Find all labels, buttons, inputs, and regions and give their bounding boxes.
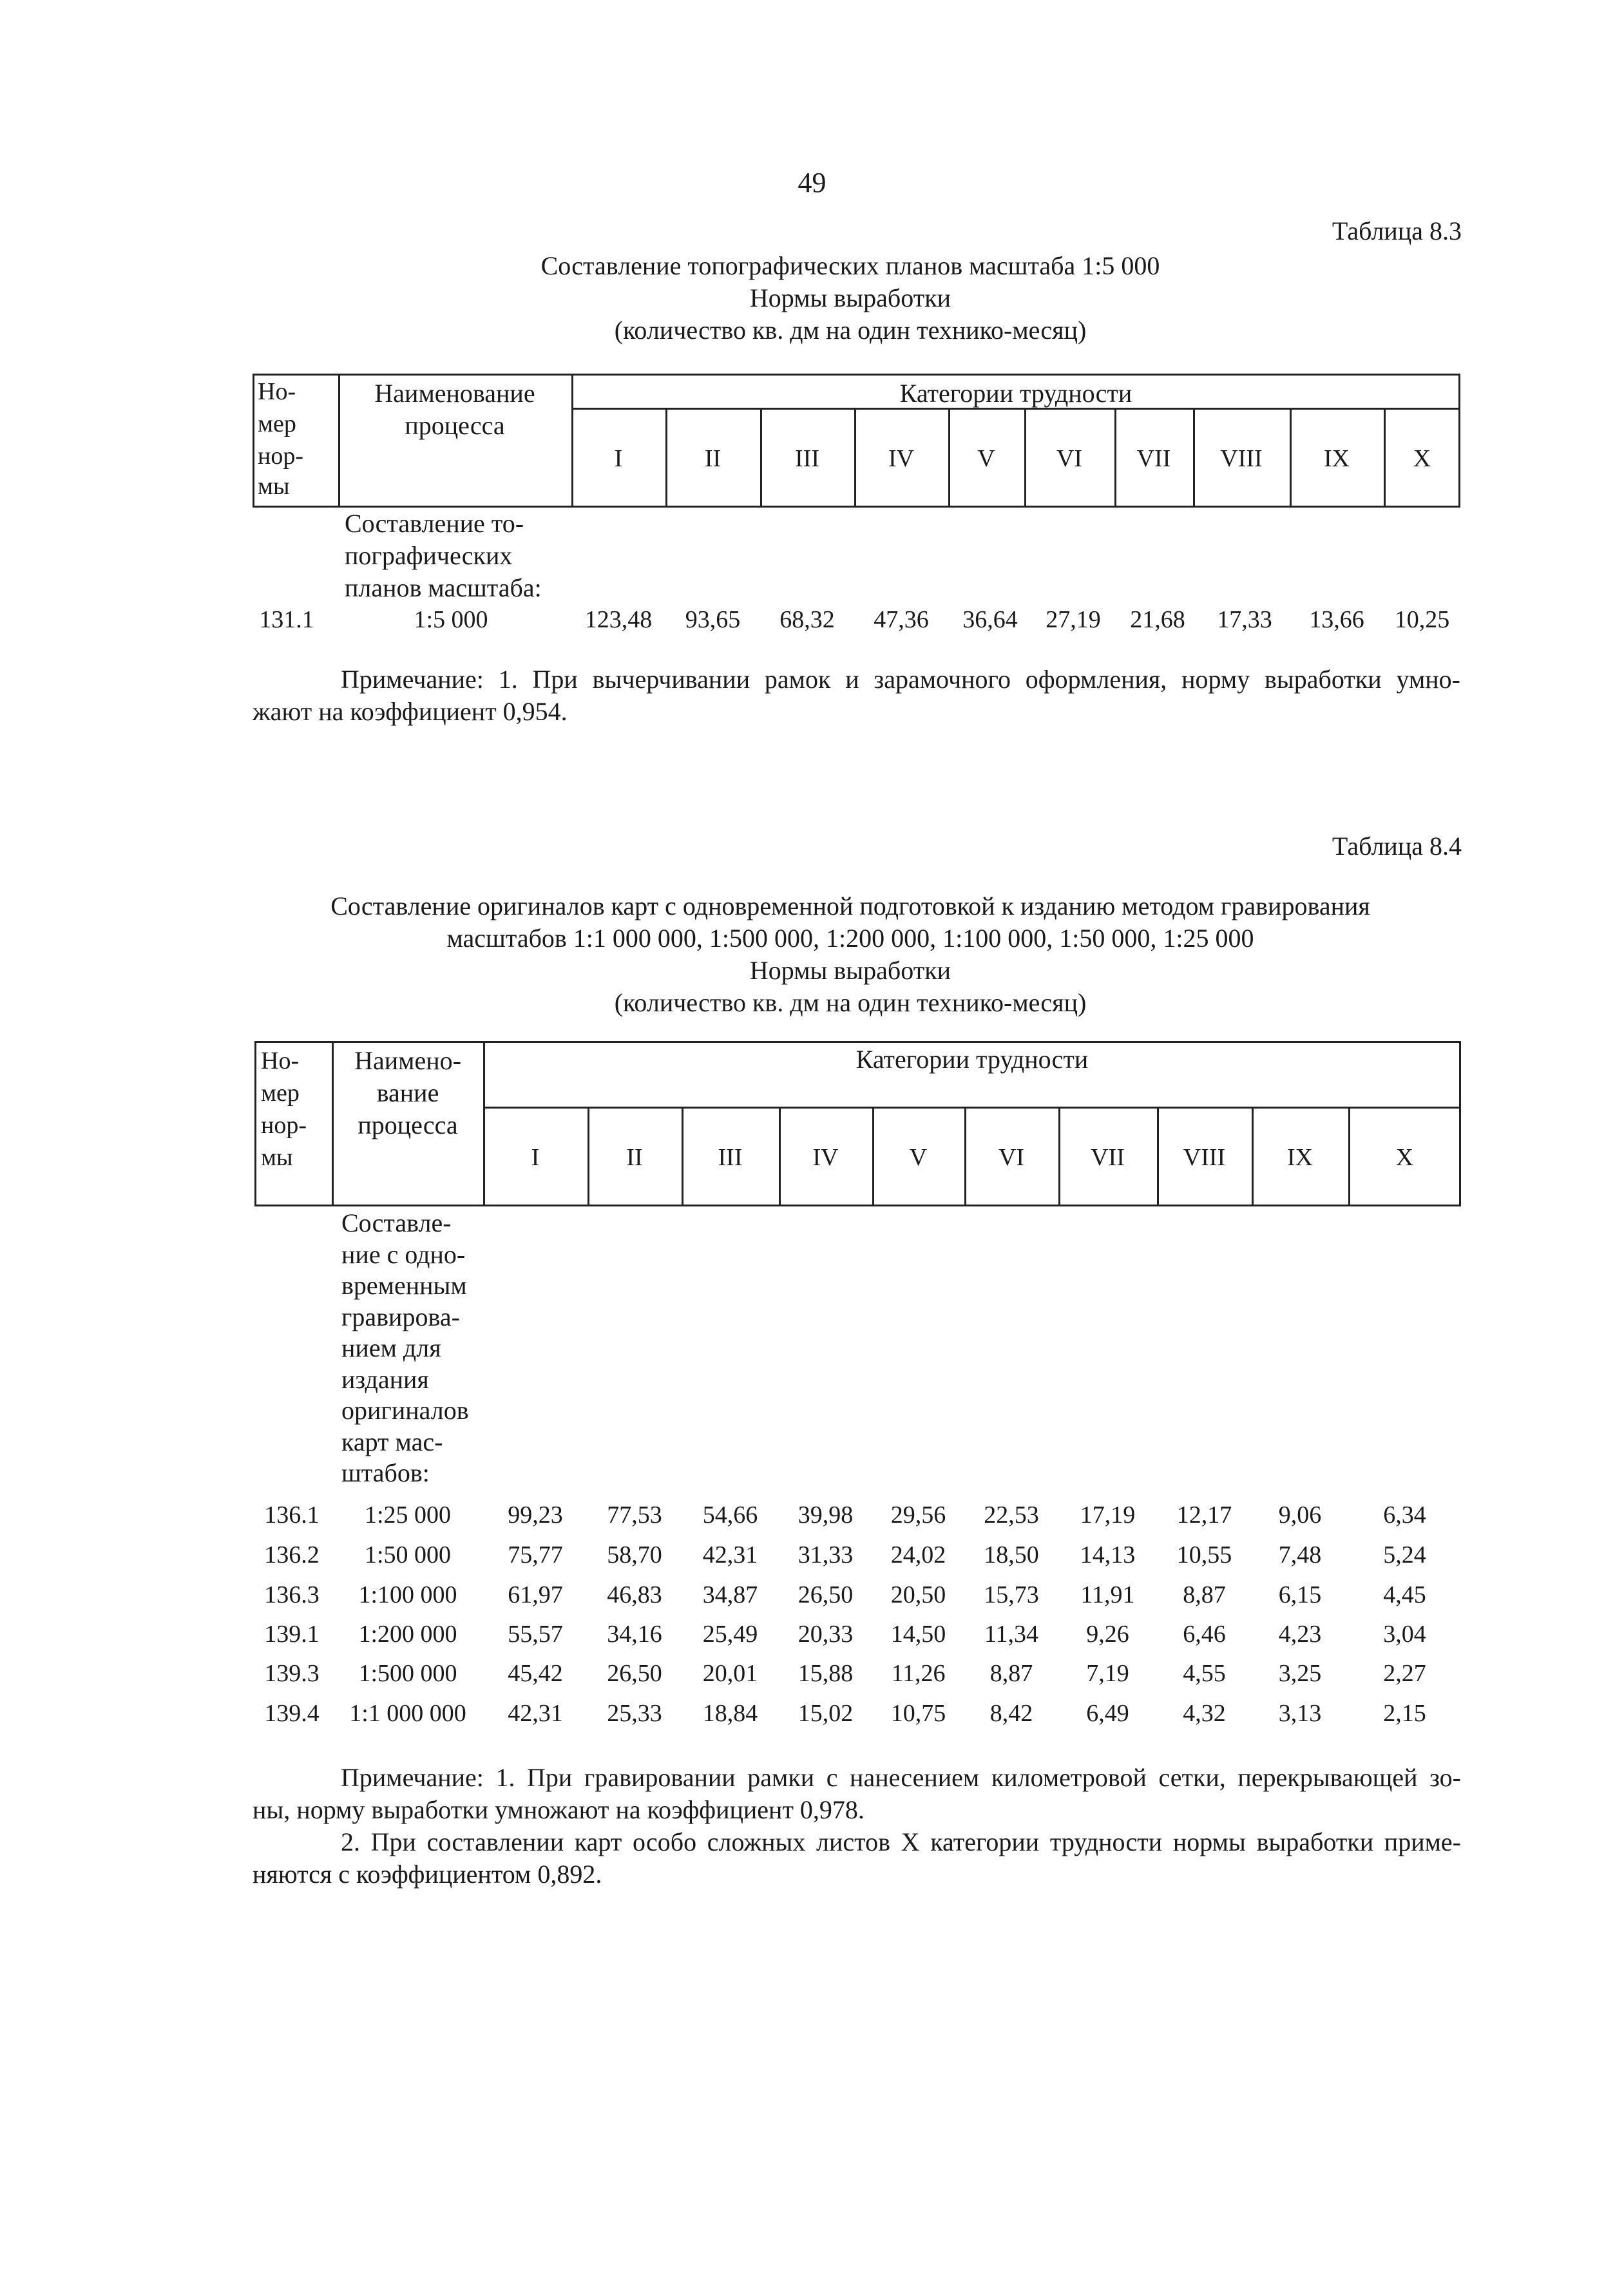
category-header: X: [1395, 1144, 1414, 1171]
process-title-line: карт мас-: [341, 1427, 443, 1456]
row-value: 47,36: [874, 606, 929, 633]
row-value: 55,57: [508, 1621, 563, 1648]
row-value: 34,87: [702, 1581, 758, 1608]
row-value: 46,83: [607, 1581, 662, 1608]
table-heading-line: масштабов 1:1 000 000, 1:500 000, 1:200 000, 1:100 000, 1:50 000, 1:25 000: [446, 924, 1254, 953]
category-header: X: [1413, 445, 1431, 472]
row-value: 75,77: [508, 1541, 563, 1568]
row-value: 17,19: [1080, 1501, 1136, 1529]
table-heading-line: Нормы выработки: [749, 283, 951, 312]
header-line: Но-: [258, 378, 296, 405]
row-value: 20,01: [702, 1660, 758, 1687]
category-header: VII: [1091, 1144, 1125, 1171]
row-value: 7,48: [1278, 1541, 1322, 1568]
process-title-line: штабов:: [341, 1458, 430, 1487]
header-line: нор-: [258, 443, 303, 470]
row-value: 9,06: [1278, 1501, 1322, 1529]
category-header: III: [795, 445, 819, 472]
process-title: [341, 1208, 469, 1489]
header-line: Наименование: [374, 379, 535, 408]
row-value: 3,04: [1383, 1621, 1426, 1648]
row-number: 139.3: [264, 1660, 320, 1687]
header-line: мер: [258, 410, 296, 437]
row-value: 8,87: [1183, 1581, 1226, 1608]
row-number: 136.1: [264, 1501, 320, 1529]
note-line: ны, норму выработки умножают на коэффициент 0,978.: [253, 1795, 865, 1824]
category-header: V: [909, 1144, 928, 1171]
category-header: VII: [1136, 445, 1171, 472]
row-value: 45,42: [508, 1660, 563, 1687]
process-title-line: издания: [341, 1364, 429, 1394]
header-line: мы: [258, 473, 290, 500]
row-number: 131.1: [259, 606, 314, 633]
header-line: нор-: [261, 1112, 307, 1139]
row-name: 1:50 000: [364, 1541, 452, 1568]
row-value: 54,66: [702, 1501, 758, 1529]
header-line: Но-: [261, 1047, 300, 1074]
table-note: [253, 663, 1460, 728]
row-value: 15,73: [984, 1581, 1039, 1608]
row-value: 5,24: [1383, 1541, 1426, 1568]
row-value: 42,31: [508, 1700, 563, 1727]
table-label: Таблица 8.3: [1332, 216, 1462, 245]
row-value: 42,31: [702, 1541, 758, 1568]
row-value: 61,97: [508, 1581, 563, 1608]
table-heading-line: Составление топографических планов масштаба 1:5 000: [540, 251, 1160, 280]
row-number: 139.1: [264, 1621, 320, 1648]
row-value: 6,15: [1278, 1581, 1322, 1608]
process-title-line: Составле-: [341, 1208, 452, 1237]
number-column-header: [258, 376, 303, 500]
category-header: I: [531, 1144, 540, 1171]
header-line: Наимено-: [354, 1046, 461, 1075]
category-header: VIII: [1183, 1144, 1226, 1171]
row-value: 10,25: [1394, 606, 1450, 633]
category-header: IV: [812, 1144, 839, 1171]
row-value: 14,13: [1080, 1541, 1136, 1568]
category-header: IV: [888, 445, 915, 472]
row-value: 20,50: [890, 1581, 946, 1608]
row-value: 12,17: [1176, 1501, 1232, 1529]
row-value: 93,65: [685, 606, 741, 633]
row-value: 21,68: [1130, 606, 1185, 633]
row-value: 123,48: [584, 606, 653, 633]
category-header: V: [977, 445, 995, 472]
table-heading: [0, 250, 1624, 347]
row-value: 22,53: [984, 1501, 1039, 1529]
row-value: 11,91: [1080, 1581, 1135, 1608]
row-value: 4,45: [1383, 1581, 1426, 1608]
category-header: VI: [1056, 445, 1083, 472]
row-value: 8,87: [989, 1660, 1033, 1687]
row-value: 2,15: [1383, 1700, 1426, 1727]
row-value: 11,34: [984, 1621, 1039, 1648]
category-header: III: [718, 1144, 743, 1171]
row-value: 15,02: [798, 1700, 854, 1727]
header-line: мы: [261, 1144, 293, 1171]
row-value: 24,02: [890, 1541, 946, 1568]
process-title-line: пографических: [345, 541, 513, 570]
categories-header: Категории трудности: [855, 1045, 1089, 1074]
row-name: 1:25 000: [364, 1501, 452, 1529]
header-line: мер: [261, 1080, 300, 1107]
row-value: 39,98: [798, 1501, 854, 1529]
row-value: 4,32: [1183, 1700, 1226, 1727]
row-value: 18,50: [984, 1541, 1039, 1568]
row-value: 29,56: [890, 1501, 946, 1529]
table-heading-line: Нормы выработки: [749, 956, 951, 985]
category-header: IX: [1286, 1144, 1314, 1171]
table-heading: [0, 890, 1624, 1019]
category-header: II: [704, 445, 721, 472]
category-header: VI: [998, 1144, 1025, 1171]
row-number: 136.2: [264, 1541, 320, 1568]
note-line: 2. При составлении карт особо сложных листов X категории трудности нормы выработки приме-: [341, 1827, 1461, 1856]
number-column-header: [261, 1045, 307, 1174]
table-heading-line: Составление оригиналов карт с одновременной подготовкой к изданию методом гравирования: [330, 891, 1370, 920]
category-header: IX: [1323, 445, 1350, 472]
name-column-header: [334, 1045, 482, 1141]
process-title-line: оригиналов: [341, 1396, 469, 1425]
row-value: 31,33: [798, 1541, 854, 1568]
row-name: 1:100 000: [358, 1581, 457, 1608]
row-value: 26,50: [607, 1660, 662, 1687]
row-value: 68,32: [779, 606, 835, 633]
row-value: 27,19: [1046, 606, 1101, 633]
row-value: 11,26: [891, 1660, 946, 1687]
row-value: 34,16: [607, 1621, 662, 1648]
page-number: 49: [798, 167, 826, 198]
note-line: няются с коэффициентом 0,892.: [253, 1860, 602, 1889]
category-header: I: [614, 445, 623, 472]
row-value: 10,55: [1176, 1541, 1232, 1568]
row-value: 4,55: [1183, 1660, 1226, 1687]
row-value: 18,84: [702, 1700, 758, 1727]
row-value: 4,23: [1278, 1621, 1322, 1648]
row-value: 20,33: [798, 1621, 854, 1648]
process-title-line: ние с одно-: [341, 1239, 466, 1269]
process-title-line: Составление то-: [345, 509, 524, 538]
row-value: 8,42: [989, 1700, 1033, 1727]
table-label: Таблица 8.4: [1332, 832, 1462, 861]
process-title-line: нием для: [341, 1333, 441, 1362]
row-name: 1:500 000: [358, 1660, 457, 1687]
process-title-line: гравирова-: [341, 1302, 460, 1331]
row-value: 3,13: [1278, 1700, 1322, 1727]
table-note: [253, 1762, 1461, 1891]
row-value: 6,46: [1183, 1621, 1226, 1648]
category-header: II: [626, 1144, 643, 1171]
categories-header: Категории трудности: [899, 379, 1132, 408]
row-value: 17,33: [1217, 606, 1272, 633]
row-value: 25,49: [702, 1621, 758, 1648]
note-line: Примечание: 1. При вычерчивании рамок и зарамочного оформления, норму выработки умно-: [341, 665, 1460, 694]
row-value: 9,26: [1086, 1621, 1129, 1648]
note-line: жают на коэффициент 0,954.: [253, 697, 568, 726]
row-value: 10,75: [890, 1700, 946, 1727]
row-value: 26,50: [798, 1581, 854, 1608]
row-name: 1:1 000 000: [349, 1700, 466, 1727]
header-line: процесса: [405, 411, 505, 440]
row-number: 139.4: [264, 1700, 320, 1727]
row-value: 58,70: [607, 1541, 662, 1568]
row-value: 14,50: [890, 1621, 946, 1648]
note-line: Примечание: 1. При гравировании рамки с нанесением километровой сетки, перекрывающей зо-: [341, 1763, 1461, 1792]
row-value: 6,34: [1383, 1501, 1426, 1529]
row-value: 99,23: [508, 1501, 563, 1529]
row-value: 3,25: [1278, 1660, 1322, 1687]
row-number: 136.3: [264, 1581, 320, 1608]
row-value: 7,19: [1086, 1660, 1129, 1687]
table-heading-line: (количество кв. дм на один технико-месяц): [614, 316, 1087, 345]
row-value: 36,64: [962, 606, 1018, 633]
table-heading-line: (количество кв. дм на один технико-месяц): [614, 988, 1087, 1017]
process-title: [345, 508, 542, 604]
row-value: 6,49: [1086, 1700, 1129, 1727]
name-column-header: [340, 377, 569, 442]
header-line: вание: [376, 1078, 439, 1107]
process-title-line: временным: [341, 1271, 467, 1300]
row-value: 15,88: [798, 1660, 854, 1687]
process-title-line: планов масштаба:: [345, 573, 542, 602]
category-header: VIII: [1220, 445, 1263, 472]
header-divider: [483, 1107, 1461, 1109]
row-value: 25,33: [607, 1700, 662, 1727]
row-value: 13,66: [1309, 606, 1364, 633]
row-value: 77,53: [607, 1501, 662, 1529]
row-name: 1:200 000: [358, 1621, 457, 1648]
header-line: процесса: [358, 1110, 458, 1139]
row-name: 1:5 000: [414, 606, 488, 633]
row-value: 2,27: [1383, 1660, 1426, 1687]
